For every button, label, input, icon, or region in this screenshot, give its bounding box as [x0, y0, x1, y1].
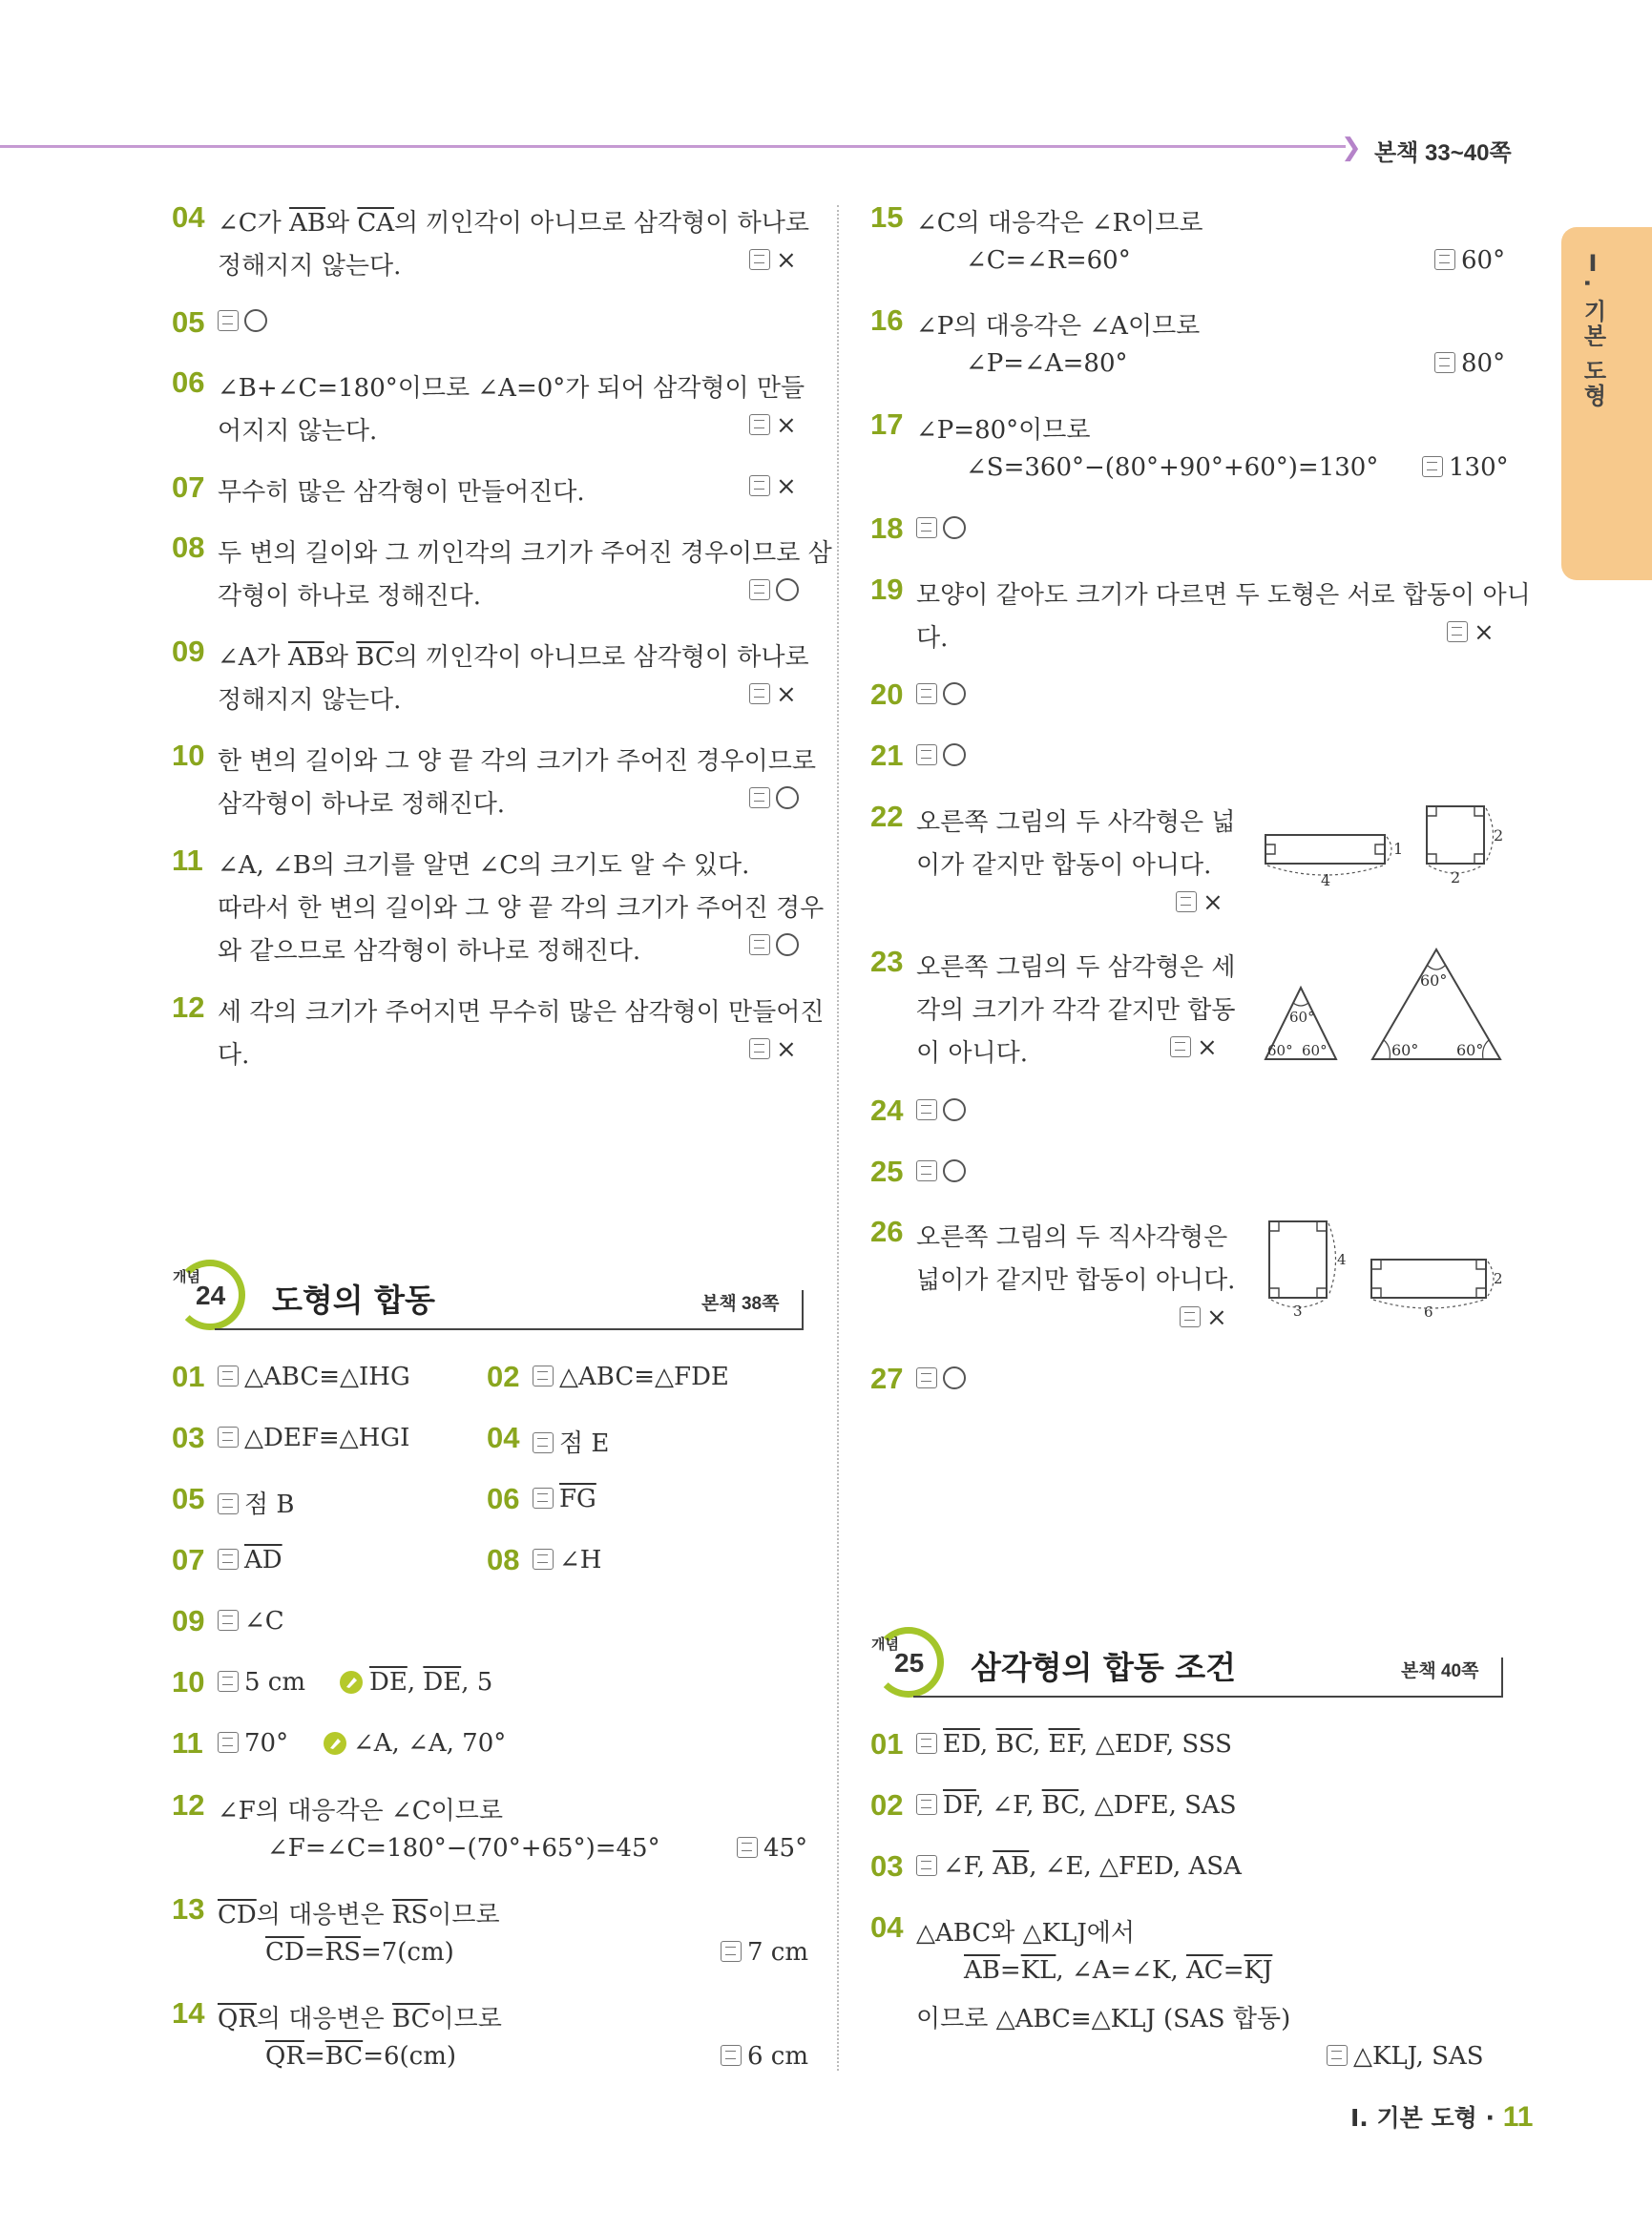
item-text: ∠C가 $\overline{AB}$와 $\overline{CA}$의 끼인각이 아니므로 삼각형이 하나로: [218, 209, 809, 238]
angle-label: 60°: [1391, 1041, 1419, 1059]
item-text: ∠C의 대응각은 ∠R이므로: [916, 209, 1203, 238]
answer: 5 cm: [218, 1668, 305, 1697]
answer-mark-icon: [916, 1367, 937, 1388]
rectangle-shape: [1265, 835, 1385, 864]
circle-icon: [776, 933, 799, 956]
answer-mark-icon: [218, 1671, 239, 1692]
dimension-label: 2: [1494, 826, 1504, 844]
dimension-label: 3: [1293, 1303, 1303, 1320]
answer: 60°: [1434, 246, 1505, 275]
answer: 점 E: [533, 1424, 609, 1459]
answer: [916, 741, 966, 770]
answer: [916, 1157, 966, 1186]
answer: ×: [749, 1035, 797, 1064]
answer: ×: [749, 472, 797, 501]
answer: $\overline{FG}$: [533, 1485, 596, 1513]
section-page-ref: 본책 38쪽: [701, 1294, 780, 1314]
item-text: 어지지 않는다.: [218, 417, 378, 446]
item-number: 10: [172, 739, 205, 772]
answer-mark-icon: [916, 1794, 937, 1815]
item-text: ∠F=∠C=180°−(70°+65°)=45°: [267, 1834, 660, 1863]
answer-mark-icon: [916, 1855, 937, 1876]
item-number: 13: [172, 1892, 205, 1926]
section-page-ref: 본책 40쪽: [1401, 1661, 1479, 1681]
section-title: 도형의 합동: [272, 1282, 435, 1319]
item-text: $\overline{CD}$의 대응변은 $\overline{RS}$이므로: [218, 1901, 500, 1929]
item-text: ∠P=∠A=80°: [966, 349, 1128, 378]
section-label: 개념: [871, 1637, 899, 1653]
answer-mark-icon: [749, 579, 770, 600]
item-text: ∠P의 대응각은 ∠A이므로: [916, 312, 1201, 341]
item-number: 27: [870, 1362, 904, 1395]
item-text: $\overline{CD}=\overline{RS}=7(cm)$: [265, 1938, 454, 1967]
section-number: 24: [196, 1281, 226, 1310]
answer: ∠C: [218, 1607, 284, 1636]
answer: 6 cm: [721, 2042, 808, 2071]
item-text: $\overline{QR}=\overline{BC}=6(cm)$: [265, 2042, 457, 2071]
answer-mark-icon: [1180, 1306, 1201, 1327]
header-rule: [0, 145, 1346, 148]
angle-label: 60°: [1267, 1042, 1293, 1059]
answer: 70°: [218, 1729, 288, 1758]
item-number: 10: [172, 1665, 205, 1699]
answer-mark-icon: [749, 787, 770, 808]
item-number: 20: [870, 678, 904, 711]
answer-mark-icon: [218, 1732, 239, 1753]
answer: ×: [749, 411, 797, 440]
angle-label: 60°: [1289, 1009, 1315, 1026]
answer-mark-icon: [721, 1941, 742, 1962]
answer-mark-icon: [749, 475, 770, 496]
hint: ∠A, ∠A, 70°: [323, 1729, 506, 1758]
answer: [749, 784, 799, 813]
figure-26-rectangles: [1262, 1212, 1510, 1326]
angle-label: 60°: [1456, 1041, 1484, 1059]
item-number: 21: [870, 739, 904, 772]
section-rule: [913, 1696, 1503, 1698]
item-number: 02: [487, 1360, 520, 1393]
item-text: 오른쪽 그림의 두 삼각형은 세: [916, 953, 1236, 982]
answer-mark-icon: [533, 1549, 554, 1570]
answer: △DEF≡△HGI: [218, 1424, 409, 1452]
item-number: 02: [870, 1788, 904, 1822]
dimension-label: 6: [1424, 1303, 1433, 1321]
answer-mark-icon: [749, 1038, 770, 1059]
answer-mark-icon: [533, 1432, 554, 1453]
answer-mark-icon: [218, 1366, 239, 1387]
page-reference: 본책 33~40쪽: [1374, 140, 1512, 166]
item-number: 08: [172, 531, 205, 564]
item-text: 정해지지 않는다.: [218, 252, 402, 281]
item-text: ∠S=360°−(80°+90°+60°)=130°: [966, 453, 1379, 482]
item-number: 26: [870, 1215, 904, 1248]
answer: ×: [749, 680, 797, 709]
hint: $\overline{DE}$, $\overline{DE}$, 5: [339, 1668, 492, 1697]
item-text: 와 같으므로 삼각형이 하나로 정해진다.: [218, 937, 641, 966]
item-number: 06: [487, 1482, 520, 1515]
answer-mark-icon: [1422, 456, 1443, 477]
answer-mark-icon: [218, 310, 239, 331]
item-number: 22: [870, 800, 904, 833]
dimension-label: 1: [1393, 840, 1404, 858]
item-number: 09: [172, 1604, 205, 1637]
answer-mark-icon: [218, 1610, 239, 1631]
item-number: 24: [870, 1094, 904, 1127]
circle-icon: [943, 1366, 966, 1389]
answer: [749, 931, 799, 960]
rectangle-shape: [1371, 1260, 1486, 1298]
item-text: $\overline{AB}=\overline{KL}$, ∠A=∠K, $\overline{AC}=\overline{KJ}$: [964, 1956, 1273, 1985]
answer-mark-icon: [1170, 1036, 1191, 1057]
rectangle-shape: [1269, 1221, 1327, 1298]
answer: 80°: [1434, 349, 1505, 378]
dimension-label: 2: [1451, 868, 1461, 886]
item-number: 07: [172, 470, 205, 504]
answer-mark-icon: [916, 1733, 937, 1754]
item-number: 06: [172, 365, 205, 399]
answer: ×: [1447, 618, 1495, 647]
answer: ∠F, $\overline{AB}$, ∠E, △FED, ASA: [916, 1852, 1242, 1881]
answer-mark-icon: [916, 744, 937, 765]
item-text: 오른쪽 그림의 두 사각형은 넓: [916, 808, 1236, 837]
item-text: ∠B+∠C=180°이므로 ∠A=0°가 되어 삼각형이 만들: [218, 374, 805, 403]
item-number: 03: [870, 1849, 904, 1883]
item-number: 17: [870, 407, 904, 441]
angle-label: 60°: [1420, 971, 1448, 990]
page-footer: [1350, 2099, 1533, 2134]
section-number: 25: [894, 1648, 925, 1678]
item-number: 08: [487, 1543, 520, 1576]
circle-icon: [776, 786, 799, 809]
section-rule: [215, 1328, 804, 1330]
answer-mark-icon: [916, 1099, 937, 1120]
answer-mark-icon: [218, 1549, 239, 1570]
chevron-right-icon: ❯: [1341, 134, 1362, 162]
answer-mark-icon: [749, 249, 770, 270]
answer: 130°: [1422, 453, 1509, 482]
figure-23-triangles: [1258, 940, 1506, 1064]
answer: [916, 1096, 966, 1125]
section-rule: [802, 1290, 804, 1330]
pencil-hint-icon: [323, 1731, 347, 1756]
figure-22-rectangles: [1260, 797, 1508, 892]
answer: 45°: [737, 1834, 807, 1863]
answer-mark-icon: [1327, 2045, 1348, 2066]
item-number: 11: [172, 844, 203, 877]
item-number: 12: [172, 990, 205, 1024]
column-divider: [837, 205, 839, 2071]
item-number: 18: [870, 511, 904, 545]
answer: △ABC≡△FDE: [533, 1363, 729, 1391]
item-text: 이므로 △ABC≡△KLJ (SAS 합동): [916, 2005, 1291, 2033]
item-number: 04: [870, 1910, 904, 1944]
item-text: 정해지지 않는다.: [218, 686, 402, 715]
answer: $\overline{ED}$, $\overline{BC}$, $\overline{EF}$, △EDF, SSS: [916, 1730, 1232, 1759]
pencil-hint-icon: [339, 1670, 364, 1695]
item-text: 이가 같지만 합동이 아니다.: [916, 851, 1212, 880]
section-title: 삼각형의 합동 조건: [971, 1649, 1237, 1686]
item-text: $\overline{QR}$의 대응변은 $\overline{BC}$이므로: [218, 2005, 502, 2033]
answer-mark-icon: [916, 1160, 937, 1181]
item-text: 다.: [218, 1041, 250, 1070]
item-text: ∠A, ∠B의 크기를 알면 ∠C의 크기도 알 수 있다.: [218, 851, 750, 880]
item-text: 각형이 하나로 정해진다.: [218, 582, 481, 611]
answer-mark-icon: [1447, 621, 1468, 642]
circle-icon: [943, 1098, 966, 1121]
answer-mark-icon: [737, 1837, 758, 1858]
item-text: ∠F의 대응각은 ∠C이므로: [218, 1797, 503, 1825]
section-rule: [1501, 1658, 1503, 1698]
item-text: ∠A가 $\overline{AB}$와 $\overline{BC}$의 끼인각이 아니므로 삼각형이 하나로: [218, 643, 809, 672]
answer-mark-icon: [916, 683, 937, 704]
circle-icon: [776, 578, 799, 601]
item-number: 12: [172, 1788, 205, 1822]
item-text: ∠P=80°이므로: [916, 416, 1091, 445]
page-number: 11: [1502, 2101, 1534, 2133]
answer: $\overline{DF}$, ∠F, $\overline{BC}$, △DFE, SAS: [916, 1791, 1237, 1820]
answer: ×: [1176, 888, 1223, 917]
item-number: 11: [172, 1726, 203, 1760]
item-number: 01: [870, 1727, 904, 1761]
item-text: 세 각의 크기가 주어지면 무수히 많은 삼각형이 만들어진: [218, 998, 825, 1027]
answer-mark-icon: [218, 1493, 239, 1514]
circle-icon: [943, 516, 966, 539]
item-text: 무수히 많은 삼각형이 만들어진다.: [218, 478, 585, 507]
answer: 7 cm: [721, 1938, 808, 1967]
answer: ×: [749, 246, 797, 275]
dimension-label: 4: [1337, 1251, 1347, 1268]
answer: [916, 514, 966, 543]
item-text: 따라서 한 변의 길이와 그 양 끝 각의 크기가 주어진 경우: [218, 894, 825, 923]
answer: ∠H: [533, 1546, 601, 1574]
item-number: 16: [870, 303, 904, 337]
dimension-label: 2: [1494, 1270, 1503, 1287]
chapter-tab-label: Ⅰ. 기본 도형: [1579, 250, 1606, 408]
answer-mark-icon: [749, 414, 770, 435]
item-text: 모양이 같아도 크기가 다르면 두 도형은 서로 합동이 아니: [916, 581, 1531, 610]
answer: [916, 1365, 966, 1393]
item-number: 05: [172, 305, 205, 339]
answer: [218, 307, 267, 336]
circle-icon: [244, 309, 267, 332]
answer: △ABC≡△IHG: [218, 1363, 410, 1391]
section-label: 개념: [173, 1269, 200, 1285]
item-number: 03: [172, 1421, 205, 1454]
answer-mark-icon: [533, 1366, 554, 1387]
item-text: 한 변의 길이와 그 양 끝 각의 크기가 주어진 경우이므로: [218, 747, 816, 776]
answer-mark-icon: [533, 1488, 554, 1509]
answer: [749, 576, 799, 605]
item-number: 04: [487, 1421, 520, 1454]
answer: 점 B: [218, 1485, 295, 1520]
item-text: 이 아니다.: [916, 1039, 1028, 1068]
answer: $\overline{AD}$: [218, 1546, 282, 1574]
answer-mark-icon: [721, 2045, 742, 2066]
item-text: ∠C=∠R=60°: [966, 246, 1131, 275]
item-text: 다.: [916, 624, 949, 653]
item-number: 25: [870, 1155, 904, 1188]
item-number: 05: [172, 1482, 205, 1515]
item-text: △ABC와 △KLJ에서: [916, 1919, 1135, 1948]
answer-mark-icon: [218, 1427, 239, 1448]
answer: ×: [1170, 1033, 1218, 1062]
dimension-label: 4: [1321, 871, 1331, 889]
item-number: 14: [172, 1996, 205, 2030]
angle-label: 60°: [1302, 1042, 1328, 1059]
answer-mark-icon: [749, 934, 770, 955]
item-number: 09: [172, 635, 205, 668]
item-number: 19: [870, 573, 904, 606]
answer-mark-icon: [1176, 891, 1197, 912]
answer: △KLJ, SAS: [1327, 2042, 1484, 2071]
answer-mark-icon: [916, 517, 937, 538]
square-shape: [1427, 806, 1484, 864]
circle-icon: [943, 1159, 966, 1182]
item-number: 15: [870, 200, 904, 234]
item-text: 두 변의 길이와 그 끼인각의 크기가 주어진 경우이므로 삼: [218, 539, 832, 568]
answer-mark-icon: [749, 683, 770, 704]
circle-icon: [943, 743, 966, 766]
item-text: 삼각형이 하나로 정해진다.: [218, 790, 506, 819]
footer-label: Ⅰ. 기본 도형 ·: [1350, 2104, 1495, 2132]
item-number: 04: [172, 200, 205, 234]
item-text: 오른쪽 그림의 두 직사각형은: [916, 1223, 1228, 1252]
item-text: 넓이가 같지만 합동이 아니다.: [916, 1266, 1236, 1295]
answer: [916, 680, 966, 709]
answer: ×: [1180, 1303, 1227, 1332]
item-number: 07: [172, 1543, 205, 1576]
answer-mark-icon: [1434, 249, 1455, 270]
circle-icon: [943, 682, 966, 705]
answer-mark-icon: [1434, 352, 1455, 373]
item-number: 01: [172, 1360, 205, 1393]
item-text: 각의 크기가 각각 같지만 합동: [916, 996, 1236, 1025]
item-number: 23: [870, 945, 904, 978]
